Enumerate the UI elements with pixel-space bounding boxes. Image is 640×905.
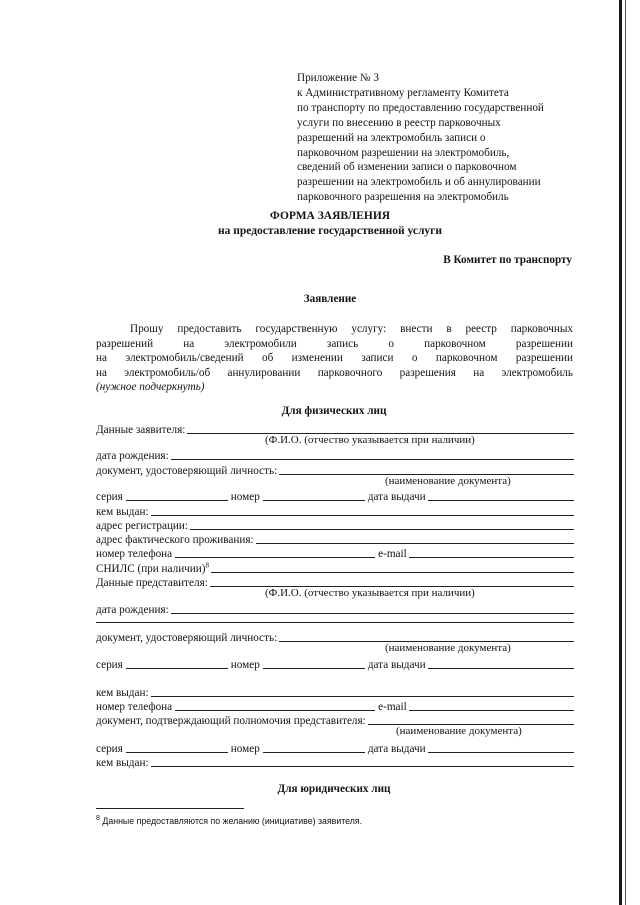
rep-phone-email-row — [96, 698, 574, 713]
rep-phone-field[interactable] — [175, 710, 375, 711]
paragraph-word: парковочных — [510, 323, 573, 335]
appendix-line: к Административному регламенту Комитета — [297, 86, 509, 99]
paragraph-word: разрешении — [515, 352, 573, 364]
paragraph-word: об — [261, 352, 274, 364]
paragraph-line — [96, 337, 573, 352]
statement-title: Заявление — [303, 293, 357, 305]
rep-issue-date-field[interactable] — [428, 668, 574, 669]
auth-series-field[interactable] — [126, 752, 228, 753]
rep-number-field[interactable] — [263, 668, 365, 669]
paragraph-word: о — [411, 352, 418, 364]
request-paragraph — [96, 322, 573, 395]
footnote — [96, 816, 362, 826]
paragraph-word: на — [183, 337, 195, 350]
paragraph-word: в — [446, 323, 452, 335]
rep-issued-by-field[interactable] — [151, 696, 574, 697]
authority-doc-name-hint: (наименование документа) — [396, 725, 522, 737]
birth-date-label: дата рождения: — [96, 450, 169, 462]
appendix-line: услуги по внесению в реестр парковочных — [297, 116, 501, 129]
paragraph-word: парковочном — [424, 337, 486, 350]
paragraph-line — [96, 351, 573, 366]
individuals-heading: Для физических лиц — [281, 405, 387, 417]
identity-doc-label: документ, удостоверяющий личность: — [96, 465, 278, 477]
paragraph-word: записи — [361, 352, 394, 364]
rep-email-field[interactable] — [409, 710, 574, 711]
paragraph-word: на — [473, 366, 485, 379]
representative-data-label: Данные представителя: — [96, 577, 208, 589]
addressee: В Комитет по транспорту — [443, 254, 572, 266]
auth-number-label: номер — [230, 743, 260, 755]
legal-entities-heading: Для юридических лиц — [277, 783, 391, 795]
paragraph-word: Прошу — [130, 323, 164, 335]
fio-hint-representative: (Ф.И.О. (отчество указывается при наличии) — [265, 587, 475, 599]
paragraph-word: услугу: — [351, 323, 387, 335]
snils-footnote-mark: 8 — [205, 561, 210, 570]
rep-number-label: номер — [230, 659, 260, 671]
reg-address-label: адрес регистрации: — [96, 520, 189, 532]
paragraph-line — [96, 366, 573, 381]
auth-issue-date-field[interactable] — [428, 752, 574, 753]
appendix-block — [297, 71, 597, 205]
auth-series-number-row — [96, 740, 574, 755]
email-label: e-mail — [378, 548, 407, 560]
phone-field[interactable] — [175, 557, 375, 558]
paragraph-word: электромобиль/об — [124, 366, 211, 379]
issue-date-field[interactable] — [428, 500, 574, 501]
appendix-line: разрешений на электромобиль записи о — [297, 131, 486, 144]
series-label: серия — [96, 491, 123, 503]
auth-issue-date-label: дата выдачи — [367, 743, 426, 755]
paragraph-word: парковочного — [317, 366, 383, 379]
rep-phone-label: номер телефона — [96, 701, 173, 713]
scan-edge — [619, 0, 622, 905]
paragraph-word: внести — [400, 323, 433, 335]
snils-field[interactable] — [211, 572, 574, 573]
issued-by-row — [96, 503, 574, 518]
issued-by-label: кем выдан: — [96, 506, 149, 518]
rep-issue-date-label: дата выдачи — [367, 659, 426, 671]
applicant-data-label: Данные заявителя: — [96, 424, 186, 436]
issued-by-field[interactable] — [151, 515, 574, 516]
paragraph-word: электромобили — [224, 337, 297, 350]
appendix-line: разрешении на электромобиль и об аннулировании — [297, 176, 541, 189]
scan-edge-thin — [625, 0, 626, 905]
rep-series-field[interactable] — [126, 668, 228, 669]
phone-label: номер телефона — [96, 548, 173, 560]
phone-email-row — [96, 545, 574, 560]
paragraph-word: парковочном — [435, 352, 498, 364]
paragraph-word: запись — [326, 337, 359, 350]
paragraph-word: на — [96, 366, 107, 379]
paragraph-word: разрешений — [96, 337, 154, 350]
issue-date-label: дата выдачи — [367, 491, 426, 503]
rep-series-label: серия — [96, 659, 123, 671]
paragraph-word: о — [388, 337, 394, 350]
actual-address-label: адрес фактического проживания: — [96, 534, 254, 546]
rep-birth-date-label: дата рождения: — [96, 604, 169, 616]
rep-doc-name-hint: (наименование документа) — [385, 642, 511, 654]
reg-address-row — [96, 517, 574, 532]
paragraph-word: государственную — [255, 323, 338, 335]
actual-address-field[interactable] — [256, 543, 574, 544]
underline-note: (нужное подчеркнуть) — [96, 381, 205, 393]
auth-issued-by-row — [96, 754, 574, 769]
paragraph-word: реестр — [465, 323, 497, 335]
paragraph-word: на — [96, 352, 107, 364]
paragraph-word: аннулировании — [227, 366, 301, 379]
email-field[interactable] — [409, 557, 574, 558]
paragraph-word: разрешения — [399, 366, 456, 379]
auth-issued-by-label: кем выдан: — [96, 757, 149, 769]
appendix-line: Приложение № 3 — [297, 72, 379, 84]
series-field[interactable] — [126, 500, 228, 501]
number-label: номер — [230, 491, 260, 503]
rep-extra-line[interactable] — [96, 622, 574, 623]
auth-issued-by-field[interactable] — [151, 766, 574, 767]
paragraph-word: электромобиль/сведений — [125, 352, 244, 364]
snils-text: СНИЛС (при наличии) — [96, 563, 206, 575]
paragraph-word: разрешении — [515, 337, 573, 350]
paragraph-line — [96, 322, 573, 337]
footnote-mark: 8 — [96, 815, 100, 823]
birth-date-row — [96, 447, 574, 462]
number-field[interactable] — [263, 500, 365, 501]
authority-doc-label: документ, подтверждающий полномочия представителя: — [96, 715, 366, 727]
auth-number-field[interactable] — [263, 752, 365, 753]
auth-series-label: серия — [96, 743, 123, 755]
actual-address-row — [96, 531, 574, 546]
paragraph-word: изменении — [291, 352, 343, 364]
rep-issued-by-row — [96, 684, 574, 699]
series-number-row — [96, 488, 574, 503]
doc-name-hint: (наименование документа) — [385, 475, 511, 487]
rep-identity-doc-label: документ, удостоверяющий личность: — [96, 632, 278, 644]
appendix-line: парковочном разрешении на электромобиль, — [297, 146, 510, 159]
appendix-line: парковочного разрешения на электромобиль — [297, 191, 509, 204]
footnote-rule — [96, 808, 244, 809]
paragraph-word: предоставить — [177, 323, 242, 335]
form-subtitle: на предоставление государственной услуги — [217, 225, 443, 237]
snils-row — [96, 560, 574, 575]
footnote-text: Данные предоставляются по желанию (инициативе) заявителя. — [102, 816, 363, 826]
paragraph-word: электромобиль — [501, 366, 573, 379]
appendix-line: сведений об изменении записи о парковочном — [297, 161, 517, 174]
form-title: ФОРМА ЗАЯВЛЕНИЯ — [269, 210, 391, 222]
rep-birth-date-field[interactable] — [171, 613, 574, 614]
appendix-line: по транспорту по предоставлению государственной — [297, 101, 544, 114]
rep-series-number-row — [96, 656, 574, 671]
rep-issued-by-label: кем выдан: — [96, 687, 149, 699]
rep-email-label: e-mail — [378, 701, 407, 713]
reg-address-field[interactable] — [190, 529, 574, 530]
fio-hint: (Ф.И.О. (отчество указывается при наличии) — [265, 434, 475, 446]
rep-birth-date-row — [96, 601, 574, 616]
birth-date-field[interactable] — [171, 459, 574, 460]
